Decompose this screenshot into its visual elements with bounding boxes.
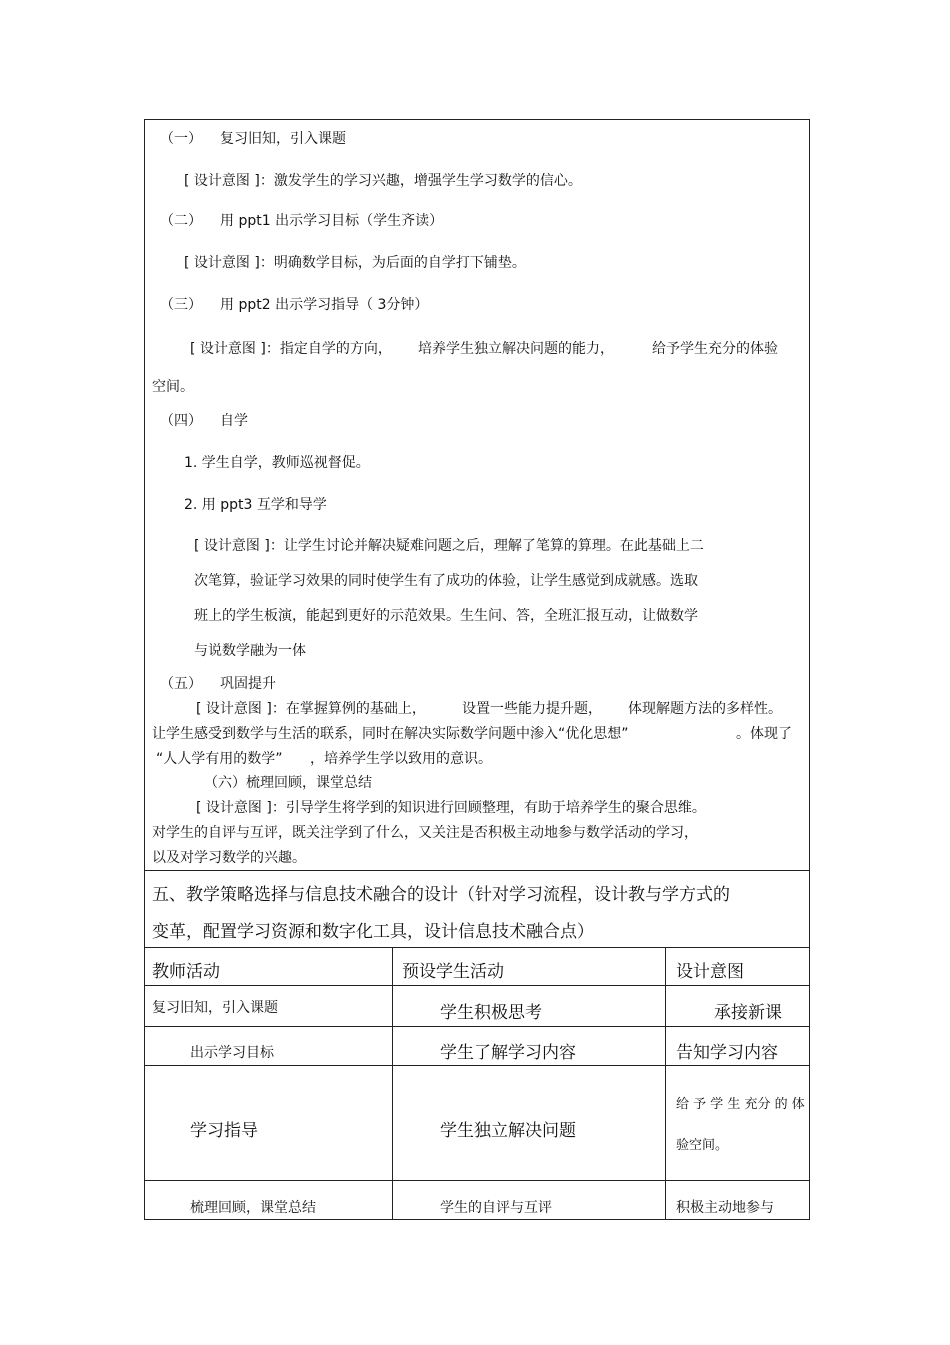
step-2-number: （二） bbox=[160, 213, 202, 229]
intent-5-part-c: 体现解题方法的多样性。 bbox=[628, 701, 782, 717]
intent-4-line-3: 班上的学生板演，能起到更好的示范效果。生生问、答，全班汇报互动，让做数学 bbox=[194, 608, 698, 624]
step-4-title: 自学 bbox=[220, 413, 248, 429]
intent-3-part-c: 给予学生充分的体验 bbox=[652, 341, 778, 357]
step-4-number: （四） bbox=[160, 413, 202, 429]
intent-5-part-g: ，培养学生学以致用的意识。 bbox=[310, 751, 492, 767]
table-cell: 出示学习目标 bbox=[190, 1045, 274, 1061]
step-1-number: （一） bbox=[160, 131, 202, 147]
step-5-title: 巩固提升 bbox=[220, 676, 276, 692]
section-5-heading-line-1: 五、教学策略选择与信息技术融合的设计（针对学习流程，设计教与学方式的 bbox=[152, 885, 730, 905]
intent-6-line-3: 以及对学习数学的兴趣。 bbox=[152, 850, 306, 866]
intent-6-line-2: 对学生的自评与互评，既关注学到了什么，又关注是否积极主动地参与数学活动的学习， bbox=[152, 825, 698, 841]
intent-3-part-b: 培养学生独立解决问题的能力， bbox=[418, 341, 614, 357]
self-study-item-1: 1. 学生自学，教师巡视督促。 bbox=[184, 455, 370, 471]
column-header-student: 预设学生活动 bbox=[402, 962, 504, 982]
table-cell: 梳理回顾，课堂总结 bbox=[190, 1200, 316, 1216]
intent-3-part-a: [ 设计意图 ]：指定自学的方向， bbox=[190, 341, 392, 357]
section-divider bbox=[144, 870, 810, 871]
self-study-item-2: 2. 用 ppt3 互学和导学 bbox=[184, 497, 327, 513]
intent-5-part-e: 。体现了 bbox=[736, 726, 792, 742]
step-3-number: （三） bbox=[160, 297, 202, 313]
step-3-title: 用 ppt2 出示学习指导（ 3分钟） bbox=[220, 297, 429, 313]
intent-5-part-a: [ 设计意图 ]：在掌握算例的基础上， bbox=[196, 701, 426, 717]
table-cell: 复习旧知，引入课题 bbox=[152, 1000, 278, 1016]
intent-4-line-1: [ 设计意图 ]：让学生讨论并解决疑难问题之后，理解了笔算的算理。在此基础上二 bbox=[194, 538, 704, 554]
intent-1: [ 设计意图 ]：激发学生的学习兴趣，增强学生学习数学的信心。 bbox=[184, 173, 582, 189]
table-cell: 学生积极思考 bbox=[440, 1003, 542, 1023]
table-cell: 告知学习内容 bbox=[676, 1043, 778, 1063]
table-cell: 承接新课 bbox=[714, 1003, 782, 1023]
section-5-heading-line-2: 变革，配置学习资源和数字化工具，设计信息技术融合点） bbox=[152, 922, 594, 942]
table-cell: 积极主动地参与 bbox=[676, 1200, 774, 1216]
step-5-number: （五） bbox=[160, 676, 202, 692]
intent-5-part-d: 让学生感受到数学与生活的联系，同时在解决实际数学问题中渗入“优化思想” bbox=[152, 726, 629, 742]
intent-4-line-2: 次笔算，验证学习效果的同时使学生有了成功的体验，让学生感觉到成就感。选取 bbox=[194, 573, 698, 589]
column-header-intent: 设计意图 bbox=[676, 962, 744, 982]
intent-3-part-d: 空间。 bbox=[152, 379, 194, 395]
table-cell: 学生的自评与互评 bbox=[440, 1200, 552, 1216]
step-6-title: （六）梳理回顾，课堂总结 bbox=[204, 775, 372, 791]
table-cell: 给 予 学 生 充分 的 体 验空间。 bbox=[676, 1097, 805, 1153]
step-2-title: 用 ppt1 出示学习目标（学生齐读） bbox=[220, 213, 444, 229]
intent-2: [ 设计意图 ]：明确数学目标，为后面的自学打下铺垫。 bbox=[184, 255, 526, 271]
table-cell: 学生了解学习内容 bbox=[440, 1043, 576, 1063]
intent-5-part-f: “人人学有用的数学” bbox=[156, 751, 283, 767]
table-cell: 学习指导 bbox=[190, 1121, 258, 1141]
intent-4-line-4: 与说数学融为一体 bbox=[194, 643, 306, 659]
column-header-teacher: 教师活动 bbox=[152, 962, 220, 982]
intent-6-line-1: [ 设计意图 ]：引导学生将学到的知识进行回顾整理，有助于培养学生的聚合思维。 bbox=[196, 800, 706, 816]
intent-5-part-b: 设置一些能力提升题， bbox=[462, 701, 602, 717]
step-1-title: 复习旧知，引入课题 bbox=[220, 131, 346, 147]
table-cell: 学生独立解决问题 bbox=[440, 1121, 576, 1141]
